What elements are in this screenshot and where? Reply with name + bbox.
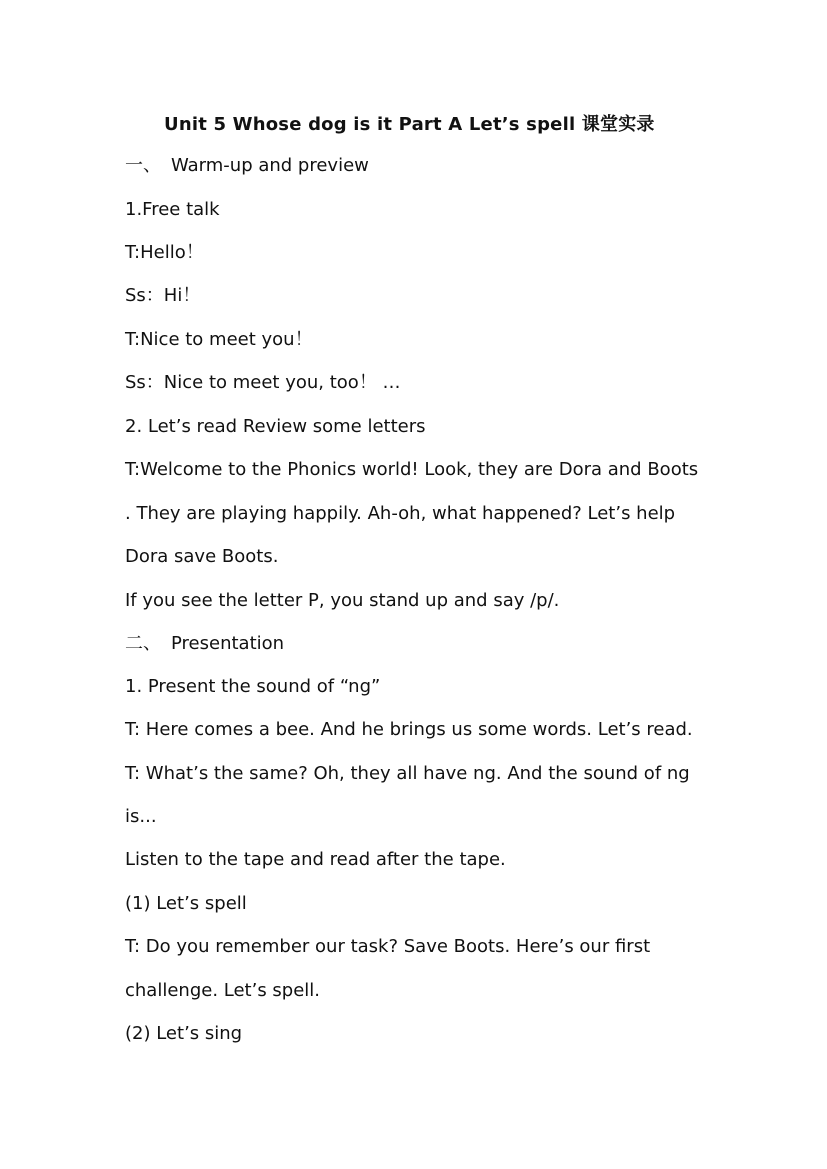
paragraph-listen-line: Listen to the tape and read after the tape.: [125, 849, 506, 870]
subheading-lets-sing: (2) Let’s sing: [125, 1023, 243, 1044]
paragraph-lets-read: 2. Let’s read Review some letters: [125, 416, 426, 437]
paragraph-welcome-line: T:Welcome to the Phonics world! Look, they are Dora and Boots: [125, 459, 699, 480]
dialog-line: Ss：Nice to meet you, too！ …: [125, 372, 401, 393]
section-number: 一、: [125, 155, 161, 176]
dialog-line: T:Nice to meet you！: [125, 329, 313, 350]
section-heading-warmup: [125, 153, 369, 179]
paragraph-letter-p: If you see the letter P, you stand up and say /p/.: [125, 590, 560, 611]
document-title: Unit 5 Whose dog is it Part A Let’s spell 课堂实录: [164, 114, 655, 135]
subheading-lets-spell: (1) Let’s spell: [125, 893, 247, 914]
paragraph-welcome-line: . They are playing happily. Ah-oh, what happened? Let’s help: [125, 503, 676, 524]
paragraph-present-sound: 1. Present the sound of “ng”: [125, 676, 381, 697]
paragraph-bee-line: T: Here comes a bee. And he brings us some words. Let’s read.: [125, 719, 693, 740]
paragraph-same-line: T: What’s the same? Oh, they all have ng. And the sound of ng: [125, 763, 690, 784]
paragraph-same-line: is...: [125, 806, 157, 827]
section-heading-presentation: [125, 631, 284, 657]
dialog-line: T:Hello！: [125, 242, 204, 263]
section-number: 二、: [125, 633, 161, 654]
section-title: Warm-up and preview: [171, 155, 369, 176]
dialog-line: Ss：Hi！: [125, 285, 201, 306]
paragraph-welcome-line: Dora save Boots.: [125, 546, 279, 567]
paragraph-task-line: challenge. Let’s spell.: [125, 980, 321, 1001]
paragraph-free-talk: 1.Free talk: [125, 199, 220, 220]
paragraph-task-line: T: Do you remember our task? Save Boots. Here’s our first: [125, 936, 651, 957]
section-title: Presentation: [171, 633, 285, 654]
